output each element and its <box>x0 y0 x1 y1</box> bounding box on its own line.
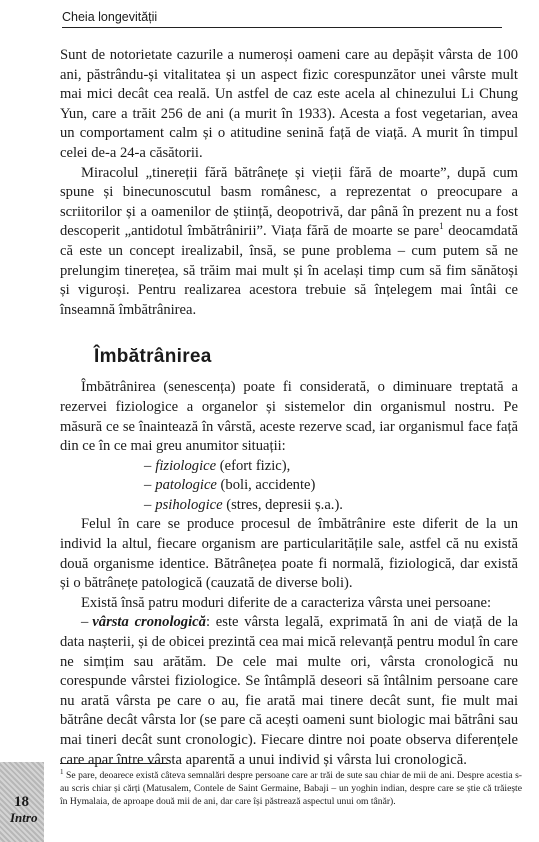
section-paragraph-2: Felul în care se produce procesul de îmbătrânire este diferit de la un individ la altul, fiecare organism are particularitățile sale, astfel că nu există două organisme identice. Bătrânețea poate fi normală, fiziologică, dar există și o bătrânețe patologică (cauzată de diverse boli). <box>60 516 518 592</box>
section-title: Îmbătrânirea <box>94 346 212 368</box>
list-text: (boli, accidente) <box>216 477 316 494</box>
list-item <box>144 496 518 516</box>
list-text: (efort fizic), <box>216 457 291 474</box>
footnote-text: Se pare, deoarece există câteva semnalări despre persoane care ar trăi de sute sau chiar de mii de ani. Despre acestia s-au scris chiar și cărți (Matusalem, Contele de Saint Germaine, Babaji – un yoghin indian, despre care se știe că trăiește în Hymalaia, de aproape două mii de ani, dar care își păstrează aspectul unui om tânăr). <box>60 770 523 807</box>
footnote-number: 1 <box>60 767 64 776</box>
intro-paragraph-1: Sunt de notorietate cazurile a numeroși oameni care au depășit vârsta de 100 ani, păstrându-și vitalitatea și un aspect fizic corespunzător unei vârste mult mai mici decât cea reală. Un astfel de caz este acela al chinezului Li Chung Yun, care a trăit 256 de ani (a murit în 1933). Acesta a fost vegetarian, avea un comportament calm și o atitudine senină față de viață. A murit în timpul celei de-a 24-a căsătorii. <box>60 47 518 161</box>
list-term: fiziologice <box>155 457 217 474</box>
section-paragraph-3: Există însă patru moduri diferite de a caracteriza vârsta unei persoane: <box>81 594 492 611</box>
definition-text: : este vârsta legală, exprimată în ani de viață de la data nașterii, și de obicei prezintă cea mai mică relevanță pentru modul în care ne simțim sau arătăm. De cele mai multe ori, vârsta cronologică nu corespunde vârstei fiziologice. Se întâmplă deseori să întâlnim persoane care nu arată vârsta pe care o au, fie arată mai tinere decât sunt, fie mult mai bătrâne decât vârsta lor (se pare că acești oameni sunt biologic mai bătrâni sau mai tineri decât sunt cronologic). Fiecare dintre noi poate observa diferențele care apar între vârsta aparentă a unui individ și vârsta lui cronologică. <box>60 614 518 768</box>
footnote-reference: 1 <box>439 221 444 232</box>
list-item <box>144 457 518 477</box>
list-dash: – <box>144 496 152 513</box>
section-paragraph-4 <box>60 613 518 770</box>
running-head: Cheia longevității <box>62 10 502 28</box>
list-dash: – <box>144 457 152 474</box>
intro-paragraph-2 <box>60 164 518 321</box>
footnote <box>60 769 522 808</box>
body-text <box>60 46 518 770</box>
list-term: patologice <box>155 477 217 494</box>
definition-dash: – <box>81 614 89 631</box>
situation-list <box>60 457 518 516</box>
section-paragraph-1: Îmbătrânirea (senescența) poate fi considerată, o diminuare treptată a rezervei fiziologice a organelor și sistemelor din organismul nostru. Pe măsură ce se înaintează în vârstă, aceste rezerve scad, iar organismul face față din ce în ce mai greu anumitor situații: <box>60 379 518 455</box>
page-number: 18 <box>14 794 29 810</box>
list-text: (stres, depresii ș.a.). <box>222 496 343 513</box>
definition-term: vârsta cronologică <box>92 614 206 631</box>
footnote-divider <box>60 763 168 764</box>
intro-paragraph-2-end: deocamdată că este un concept irealizabil, însă, se pune problema – cum putem să ne prelungim tinerețea, să trăim mai mult și în același timp cum să fim sănătoși și viguroși. Pentru realizarea acestora trebuie să înțelegem mai întâi ce înseamnă îmbătrânirea. <box>60 223 518 318</box>
list-dash: – <box>144 477 152 494</box>
list-term: psihologice <box>155 496 223 513</box>
list-item <box>144 476 518 496</box>
section-label: Intro <box>10 810 38 825</box>
intro-paragraph-2-start: Miracolul „tinereții fără bătrânețe și vieții fără de moarte”, după cum spune și binecunoscutul basm românesc, a reprezentat o preocupare a scriitorilor și a oamenilor de știință, deopotrivă, dar până în prezent nu a fost descoperit „antidotul îmbătrânirii”. Viața fără de moarte se pare <box>60 164 518 240</box>
